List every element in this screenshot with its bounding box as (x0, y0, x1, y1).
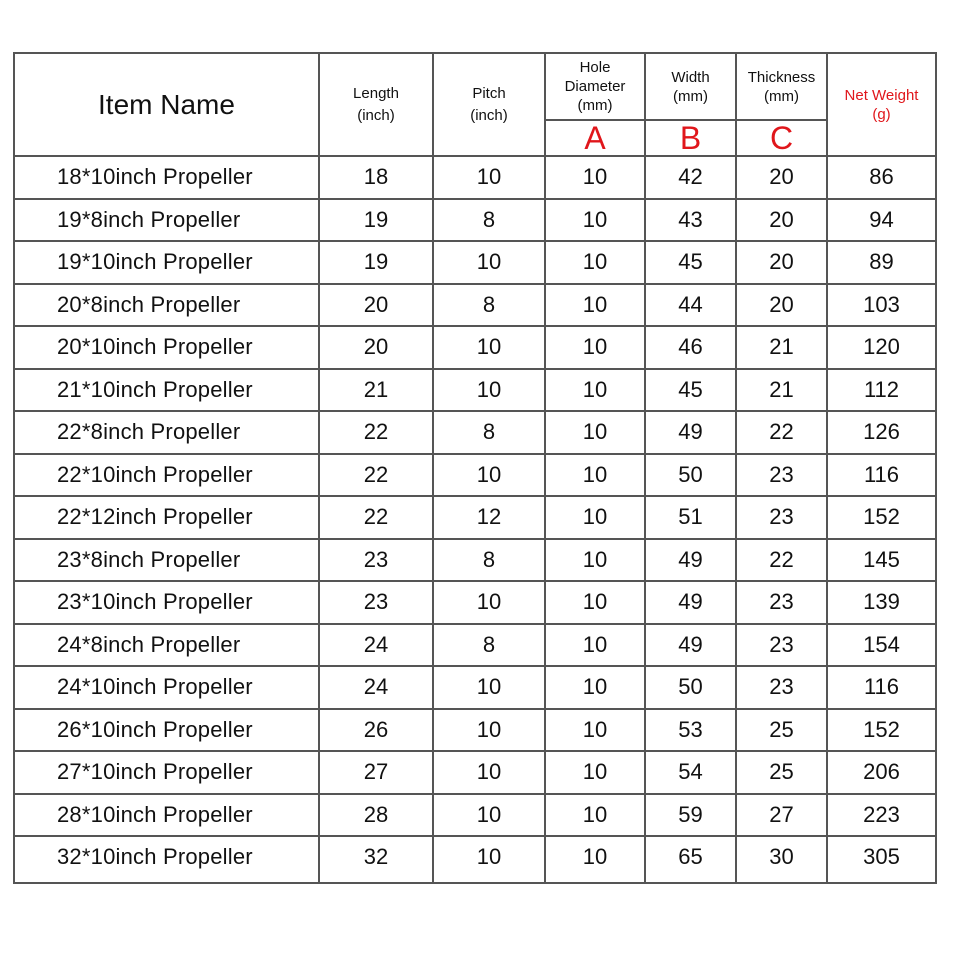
cell-hole-diameter: 10 (582, 546, 608, 572)
cell-pitch: 10 (476, 844, 502, 870)
cell-pitch: 10 (476, 249, 502, 275)
cell-thickness: 20 (769, 164, 794, 190)
cell-width: 59 (678, 801, 703, 827)
cell-width: 46 (678, 334, 703, 360)
cell-pitch: 10 (476, 334, 502, 360)
cell-pitch: 10 (476, 716, 502, 742)
cell-hole-diameter: 10 (582, 461, 608, 487)
header-length (320, 54, 432, 155)
header-thickness (737, 54, 826, 119)
row-divider (15, 708, 935, 710)
header-hole-label-2: Diameter (564, 78, 626, 95)
row-divider (15, 410, 935, 412)
header-weight-unit: (g) (872, 105, 891, 123)
header-pitch-unit: (inch) (470, 106, 508, 124)
cell-thickness: 27 (769, 801, 794, 827)
cell-length: 20 (363, 291, 389, 317)
header-net-weight (828, 54, 935, 155)
cell-width: 49 (678, 546, 703, 572)
cell-width: 53 (678, 716, 703, 742)
cell-net-weight: 126 (863, 419, 900, 445)
row-divider (15, 750, 935, 752)
header-pitch-label: Pitch (472, 84, 506, 102)
cell-net-weight: 89 (869, 249, 894, 275)
cell-width: 50 (678, 674, 703, 700)
cell-length: 22 (363, 461, 389, 487)
cell-item-name: 18*10inch Propeller (57, 164, 253, 190)
cell-width: 51 (678, 504, 703, 530)
header-width-label: Width (671, 68, 710, 86)
cell-net-weight: 112 (863, 376, 900, 402)
cell-item-name: 22*12inch Propeller (57, 504, 253, 530)
row-divider (15, 325, 935, 327)
cell-length: 23 (363, 589, 389, 615)
cell-length: 24 (363, 674, 389, 700)
cell-width: 44 (678, 291, 703, 317)
cell-thickness: 21 (769, 334, 794, 360)
row-divider (15, 453, 935, 455)
cell-item-name: 20*10inch Propeller (57, 334, 253, 360)
cell-hole-diameter: 10 (582, 164, 608, 190)
cell-hole-diameter: 10 (582, 504, 608, 530)
header-width (646, 54, 735, 119)
propeller-spec-table (13, 52, 937, 884)
cell-item-name: 23*10inch Propeller (57, 589, 253, 615)
header-thickness-label: Thickness (747, 68, 816, 86)
cell-net-weight: 154 (863, 631, 900, 657)
header-length-label: Length (353, 84, 399, 102)
cell-pitch: 10 (476, 674, 502, 700)
cell-length: 19 (363, 206, 389, 232)
header-hole-unit: (mm) (577, 97, 613, 114)
cell-net-weight: 116 (863, 674, 900, 700)
cell-net-weight: 152 (863, 716, 900, 742)
row-divider (15, 580, 935, 582)
cell-net-weight: 206 (863, 759, 900, 785)
cell-item-name: 27*10inch Propeller (57, 759, 253, 785)
cell-thickness: 20 (769, 206, 794, 232)
header-length-unit: (inch) (357, 106, 395, 124)
cell-net-weight: 145 (863, 546, 900, 572)
cell-width: 49 (678, 589, 703, 615)
cell-hole-diameter: 10 (582, 631, 608, 657)
row-divider (15, 835, 935, 837)
cell-pitch: 10 (476, 461, 502, 487)
cell-pitch: 10 (476, 759, 502, 785)
header-hole-letter: A (584, 119, 606, 156)
cell-pitch: 8 (482, 419, 496, 445)
cell-net-weight: 86 (869, 164, 894, 190)
cell-net-weight: 223 (863, 801, 900, 827)
cell-thickness: 23 (769, 504, 794, 530)
header-width-letter: B (679, 119, 702, 156)
cell-hole-diameter: 10 (582, 759, 608, 785)
cell-item-name: 32*10inch Propeller (57, 844, 253, 870)
cell-hole-diameter: 10 (582, 844, 608, 870)
header-width-unit: (mm) (673, 87, 708, 105)
cell-thickness: 22 (769, 419, 794, 445)
cell-hole-diameter: 10 (582, 801, 608, 827)
cell-item-name: 24*8inch Propeller (57, 631, 241, 657)
row-divider (15, 623, 935, 625)
header-pitch (434, 54, 544, 155)
cell-item-name: 26*10inch Propeller (57, 716, 253, 742)
cell-length: 22 (363, 504, 389, 530)
cell-thickness: 20 (769, 249, 794, 275)
cell-item-name: 20*8inch Propeller (57, 291, 241, 317)
cell-thickness: 23 (769, 589, 794, 615)
cell-width: 45 (678, 249, 703, 275)
cell-item-name: 28*10inch Propeller (57, 801, 253, 827)
cell-pitch: 10 (476, 589, 502, 615)
cell-item-name: 23*8inch Propeller (57, 546, 241, 572)
cell-thickness: 25 (769, 759, 794, 785)
cell-net-weight: 103 (863, 291, 900, 317)
cell-width: 43 (678, 206, 703, 232)
cell-net-weight: 152 (863, 504, 900, 530)
cell-pitch: 8 (482, 546, 496, 572)
cell-length: 21 (363, 376, 389, 402)
cell-length: 20 (363, 334, 389, 360)
cell-item-name: 19*8inch Propeller (57, 206, 241, 232)
cell-hole-diameter: 10 (582, 376, 608, 402)
cell-length: 32 (363, 844, 389, 870)
cell-thickness: 21 (769, 376, 794, 402)
cell-pitch: 10 (476, 164, 502, 190)
row-divider (15, 665, 935, 667)
cell-thickness: 23 (769, 461, 794, 487)
row-divider (15, 793, 935, 795)
cell-net-weight: 305 (863, 844, 900, 870)
cell-item-name: 21*10inch Propeller (57, 376, 253, 402)
row-divider (15, 495, 935, 497)
cell-length: 28 (363, 801, 389, 827)
cell-thickness: 22 (769, 546, 794, 572)
cell-net-weight: 120 (863, 334, 900, 360)
cell-width: 42 (678, 164, 703, 190)
cell-hole-diameter: 10 (582, 716, 608, 742)
cell-width: 49 (678, 419, 703, 445)
cell-width: 54 (678, 759, 703, 785)
row-divider (15, 283, 935, 285)
cell-item-name: 22*8inch Propeller (57, 419, 241, 445)
cell-pitch: 8 (482, 631, 496, 657)
cell-item-name: 22*10inch Propeller (57, 461, 253, 487)
row-divider (15, 538, 935, 540)
cell-thickness: 23 (769, 631, 794, 657)
cell-length: 23 (363, 546, 389, 572)
cell-hole-diameter: 10 (582, 674, 608, 700)
cell-width: 45 (678, 376, 703, 402)
cell-pitch: 8 (482, 291, 496, 317)
cell-item-name: 24*10inch Propeller (57, 674, 253, 700)
cell-thickness: 30 (769, 844, 794, 870)
cell-length: 26 (363, 716, 389, 742)
cell-thickness: 25 (769, 716, 794, 742)
cell-pitch: 8 (482, 206, 496, 232)
header-hole-diameter (546, 54, 644, 119)
cell-pitch: 10 (476, 376, 502, 402)
cell-length: 24 (363, 631, 389, 657)
header-item-name: Item Name (98, 88, 235, 120)
cell-length: 22 (363, 419, 389, 445)
header-thickness-letter: C (769, 119, 794, 156)
cell-net-weight: 139 (863, 589, 900, 615)
cell-pitch: 10 (476, 801, 502, 827)
cell-item-name: 19*10inch Propeller (57, 249, 253, 275)
header-weight-label: Net Weight (844, 86, 919, 104)
cell-length: 18 (363, 164, 389, 190)
cell-length: 27 (363, 759, 389, 785)
row-divider (15, 198, 935, 200)
cell-net-weight: 94 (869, 206, 894, 232)
cell-length: 19 (363, 249, 389, 275)
cell-hole-diameter: 10 (582, 206, 608, 232)
cell-thickness: 20 (769, 291, 794, 317)
cell-hole-diameter: 10 (582, 249, 608, 275)
cell-hole-diameter: 10 (582, 291, 608, 317)
cell-net-weight: 116 (863, 461, 900, 487)
header-hole-label-1: Hole (579, 59, 611, 76)
cell-width: 65 (678, 844, 703, 870)
row-divider (15, 240, 935, 242)
row-divider (15, 368, 935, 370)
cell-width: 50 (678, 461, 703, 487)
header-thickness-unit: (mm) (764, 87, 799, 105)
cell-hole-diameter: 10 (582, 589, 608, 615)
cell-hole-diameter: 10 (582, 419, 608, 445)
cell-hole-diameter: 10 (582, 334, 608, 360)
cell-width: 49 (678, 631, 703, 657)
cell-thickness: 23 (769, 674, 794, 700)
cell-pitch: 12 (476, 504, 502, 530)
